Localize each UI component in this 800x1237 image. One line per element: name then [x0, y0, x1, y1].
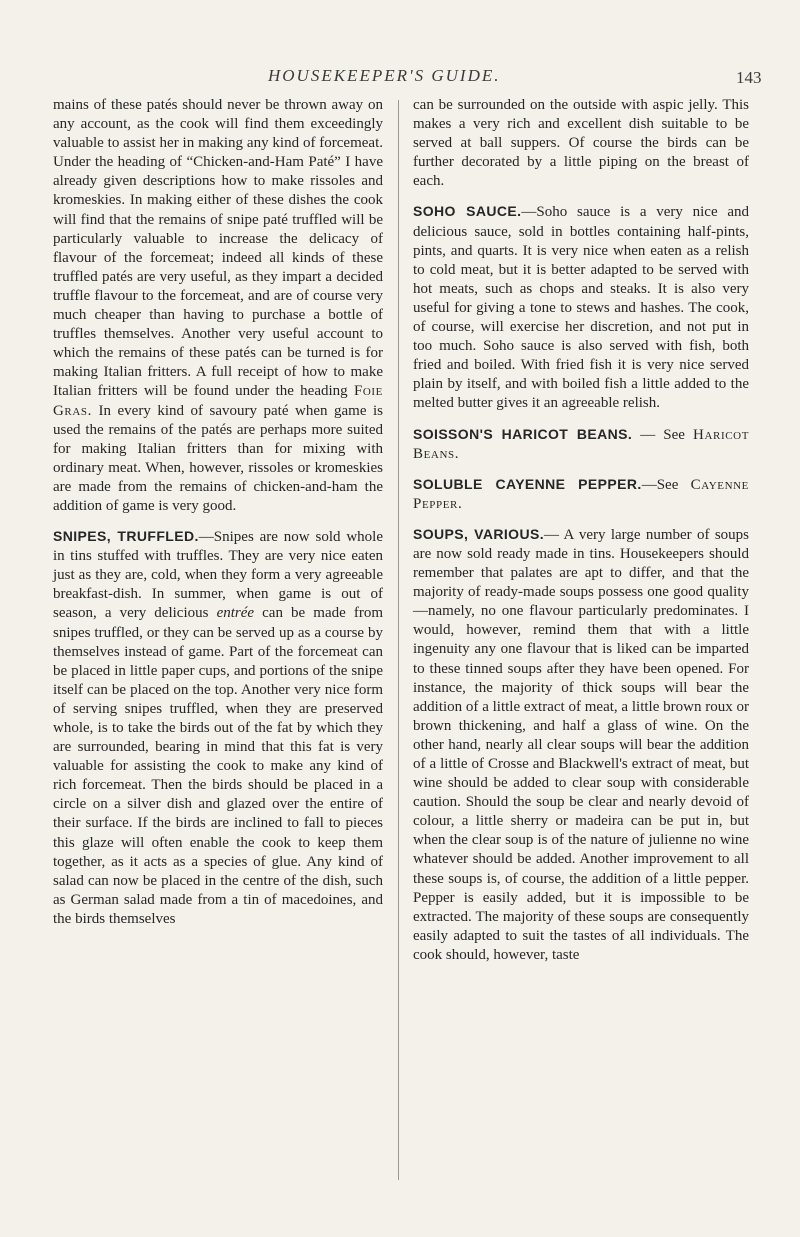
paragraph-pate-remains [53, 96, 383, 516]
italic-term: entrée [216, 605, 255, 622]
see-text: — See [640, 426, 685, 443]
entry-soluble-cayenne-pepper [413, 475, 749, 514]
pate-remains-text-end: In every kind of savoury paté when game is used the remains of the patés are perhaps more suited for making Italian fritters than for mixing with ordinary meat. When, however, rissoles or kromeskies are made from the remains of chicken-and-ham the addition of game is very good. [53, 402, 384, 514]
column-divider [398, 100, 399, 1180]
entry-soups-various [413, 525, 749, 965]
running-head: HOUSEKEEPER'S GUIDE. [268, 66, 501, 85]
see-text: —See [641, 476, 679, 493]
entry-body: —Snipes are now sold whole in tins stuffed with truffles. They are very nice eaten just as they are, cold, when they form a very agreeable breakfast-dish. In summer, when game is out of season, a very delicious [53, 529, 383, 622]
entry-heading: SNIPES, TRUFFLED. [53, 528, 199, 545]
cross-reference: Cayenne Pepper. [413, 476, 750, 512]
foie-gras-reference: Foie Gras. [53, 383, 384, 419]
entry-heading: SOLUBLE CAYENNE PEPPER. [413, 475, 642, 492]
entry-snipes-truffled [53, 527, 383, 929]
entry-soissons-haricot-beans [413, 425, 749, 464]
entry-heading: SOISSON'S HARICOT BEANS. [413, 425, 633, 442]
page-number: 143 [736, 68, 762, 87]
pate-remains-text: mains of these patés should never be thrown away on any account, as the cook will find them exceedingly valuable to assist her in making any kind of forcemeat. Under the heading of “Chicken-and-Ham Paté” I have already given descriptions how to make rissoles and kromeskies. In making either of these dishes the cook will find that the remains of snipe paté truffled will be particularly valuable to increase the delicacy of flavour of the forcemeat; indeed all kinds of these truffled patés are very useful, as they impart a decided truffle flavour to the forcemeat, and are of course very much cheaper than having to purchase a bottle of truffles themselves. Another very useful account to which the remains of these patés can be turned is for making Italian fritters. A full receipt of how to make Italian fritters will be found under the heading [53, 97, 383, 400]
entry-body: —Soho sauce is a very nice and delicious sauce, sold in bottles containing half-pints, pints, and quarts. It is very nice when eaten as a relish to cold meat, but it is better adapted to be served with hot meats, such as chops and steaks. It is also very useful for giving a tone to stews and hashes. The cook, of course, will exercise her discretion, and not put in too much. Soho sauce is also served with fish, both fried and boiled. With fried fish it is very nice served plain by itself, and with boiled fish a little added to the melted butter gives it an agreeable relish. [413, 204, 750, 412]
entry-body: — A very large number of soups are now sold ready made in tins. Housekeepers should remember that palates are apt to differ, and that the majority of ready-made soups possess one good quality—namely, no one flavour particularly predominates. I would, however, remind them that with a little ingenuity any one flavour that is liked can be imparted to these tinned soups after they have been opened. For instance, the majority of thick soups will bear the addition of a little extract of meat, a little brown roux or brown thickening, and half a glass of wine. On the other hand, nearly all clear soups will bear the addition of a little of Crosse and Blackwell's extract of meat, but wine should be added to clear soup with considerable caution. Should the soup be clear and nearly devoid of colour, a little sherry or madeira can be put in, but when the clear soup is of the nature of julienne no wine whatever should be added. Another improvement to all these soups is, of course, the addition of a little pepper. Pepper is easily added, but it is impossible to be extracted. The majority of these soups are consequently easily adapted to suit the tastes of all individuals. The cook should, however, taste [413, 526, 749, 963]
paragraph-continuation: can be surrounded on the outside with aspic jelly. This makes a very rich and excellent dish suitable to be served at ball suppers. Of course the birds can be further decorated by a little piping on the breast of each. [413, 97, 749, 190]
entry-soho-sauce [413, 202, 749, 413]
left-column [53, 96, 383, 940]
entry-body-cont: can be made from snipes truffled, or they can be served up as a course by themselves instead of game. Part of the forcemeat can be placed in little paper cups, and portions of the snipe itself can be placed on the top. Another very nice form of serving snipes truffled, when they are preserved whole, is to take the birds out of the fat by which they are surrounded, bearing in mind that this fat is very valuable for assisting the cook to make any kind of rich forcemeat. Then the birds should be placed in a circle on a silver dish and glazed over the entire of their surface. If the birds are inclined to fall to pieces this glaze will often enable the cook to keep them together, as it acts as a species of glue. Any kind of salad can now be placed in the centre of the dish, such as German salad made from a tin of macedoines, and the birds themselves [53, 605, 384, 927]
cross-reference: Haricot Beans. [413, 426, 750, 462]
entry-heading: SOUPS, VARIOUS. [413, 525, 545, 542]
entry-heading: SOHO SAUCE. [413, 203, 522, 220]
right-column [413, 96, 749, 976]
